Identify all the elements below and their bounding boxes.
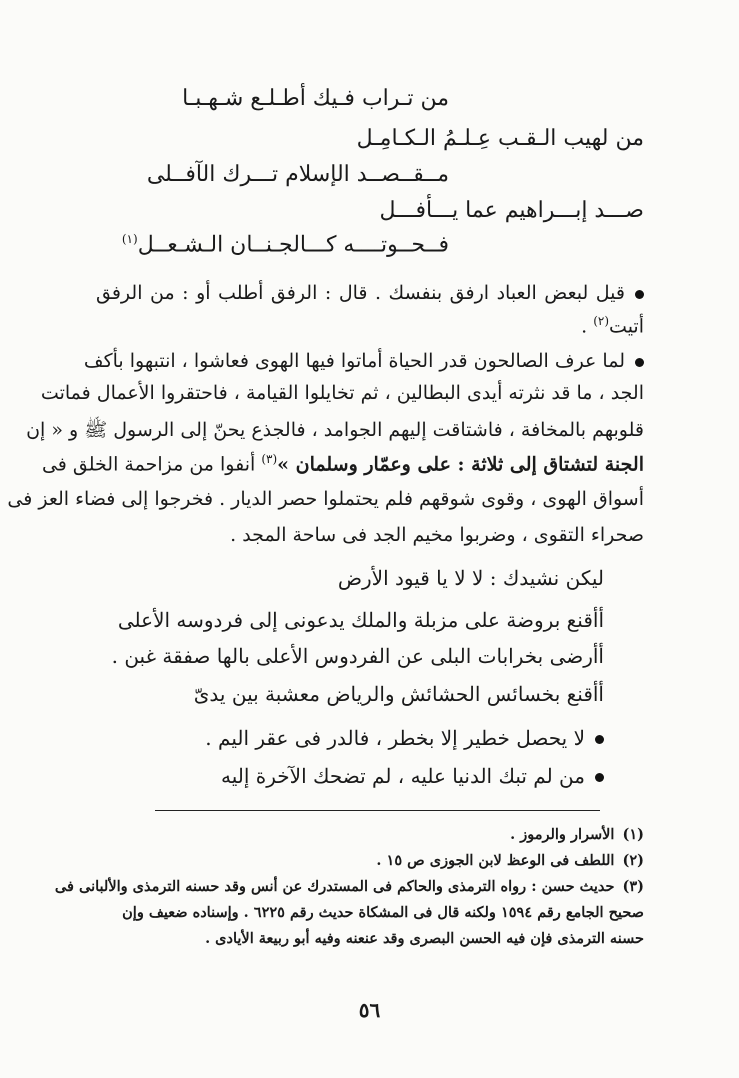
footnote-text: اللطف فى الوعظ لابن الجوزى ص ١٥ . <box>376 852 615 869</box>
poem-line: من تـراب فـيك أطـلـع شـهـبـا <box>182 86 449 111</box>
paragraph-text: أنفوا من مزاحمة الخلق فى <box>41 453 256 476</box>
poem-text: فــحــوتــــه كـــالجـنــان الـشـعــل <box>137 232 449 258</box>
bullet-text: من لم تبك الدنيا عليه ، لم تضحك الآخرة إليه <box>221 764 585 788</box>
paragraph-line: قلوبهم بالمخافة ، فاشتاقت إليهم الجوامد ، فالجذع يحنّ إلى الرسول ﷺ و « إن <box>26 419 644 441</box>
paragraph-line: أتيت$^{(٢)}$ . <box>581 314 644 338</box>
footnote-continuation <box>122 904 644 921</box>
paragraph-line <box>41 452 644 476</box>
footnote-number: (١) <box>622 826 644 843</box>
bullet-icon <box>595 773 604 782</box>
paragraph-text: أتيت <box>609 315 644 338</box>
poem-line: مــقــصــد الإسلام تـــرك الآفــلى <box>146 162 449 187</box>
footnote-text: حديث حسن : رواه الترمذى والحاكم فى المستدرك عن أنس وقد حسنه الترمذى والألبانى فى <box>54 878 615 895</box>
verse-line: أأرضى بخرابات البلى عن الفردوس الأعلى بالها صفقة غبن . <box>111 644 604 668</box>
footnote-ref: (١) <box>121 232 138 246</box>
paragraph-line <box>96 282 644 304</box>
paragraph-line: صحراء التقوى ، وضربوا مخيم الجد فى ساحة المجد . <box>230 524 644 546</box>
footnote-text: حسنه الترمذى فإن فيه الحسن البصرى وقد عنعنه وفيه أبو ربيعة الأيادى . <box>205 930 644 947</box>
footnote <box>55 878 644 895</box>
footnote-ref: (٣) <box>261 452 278 466</box>
poem-line: من لهيب الـقـب عِـلـمُ الـكـامِـل <box>356 126 644 151</box>
footnote-separator <box>155 810 600 811</box>
hadith-text: الجنة لتشتاق إلى ثلاثة : على وعمّار وسلمان » <box>277 453 644 476</box>
paragraph-line: أسواق الهوى ، وقوى شوقهم فلم يحتملوا حصر الديار . فخرجوا إلى فضاء العز فى <box>7 488 644 510</box>
bullet-text: لا يحصل خطير إلا بخطر ، فالدر فى عقر اليم . <box>205 726 585 750</box>
bullet-icon <box>635 290 644 299</box>
verse-line: أأقنع بخسائس الحشائش والرياض معشبة بين يدىّ <box>193 682 604 706</box>
paragraph-text: قيل لبعض العباد ارفق بنفسك . قال : الرفق أطلب أو : من الرفق <box>96 282 625 304</box>
bullet-icon <box>635 358 644 367</box>
footnote <box>510 826 644 843</box>
footnote-ref: (٢) <box>593 314 610 328</box>
paragraph-line <box>83 350 644 372</box>
poem-line <box>122 232 449 257</box>
verse-line: أأقنع بروضة على مزبلة والملك يدعونى إلى فردوسه الأعلى <box>117 608 604 632</box>
footnote-text: صحيح الجامع رقم ١٥٩٤ ولكنه قال فى المشكاة حديث رقم ٦٢٢٥ . وإسناده ضعيف وإن <box>122 904 644 921</box>
page-number: ٥٦ <box>358 998 381 1022</box>
poem-line: صـــد إبـــراهيم عما يـــأفـــل <box>379 198 644 223</box>
footnote-number: (٢) <box>622 852 644 869</box>
paragraph-line: الجد ، ما قد نثرته أيدى البطالين ، ثم تخايلوا القيامة ، فاحتقروا الأعمال فماتت <box>40 382 644 404</box>
paragraph-text: لما عرف الصالحون قدر الحياة أماتوا فيها الهوى فعاشوا ، انتبهوا بأكف <box>83 350 625 372</box>
bullet-item <box>205 726 604 750</box>
footnote <box>376 852 644 869</box>
footnote-text: الأسرار والرموز . <box>510 826 615 843</box>
footnote-continuation <box>205 930 644 947</box>
bullet-icon <box>595 735 604 744</box>
verse-line: ليكن نشيدك : لا لا يا قيود الأرض <box>337 566 604 590</box>
bullet-item <box>221 764 604 788</box>
footnote-number: (٣) <box>622 878 644 895</box>
